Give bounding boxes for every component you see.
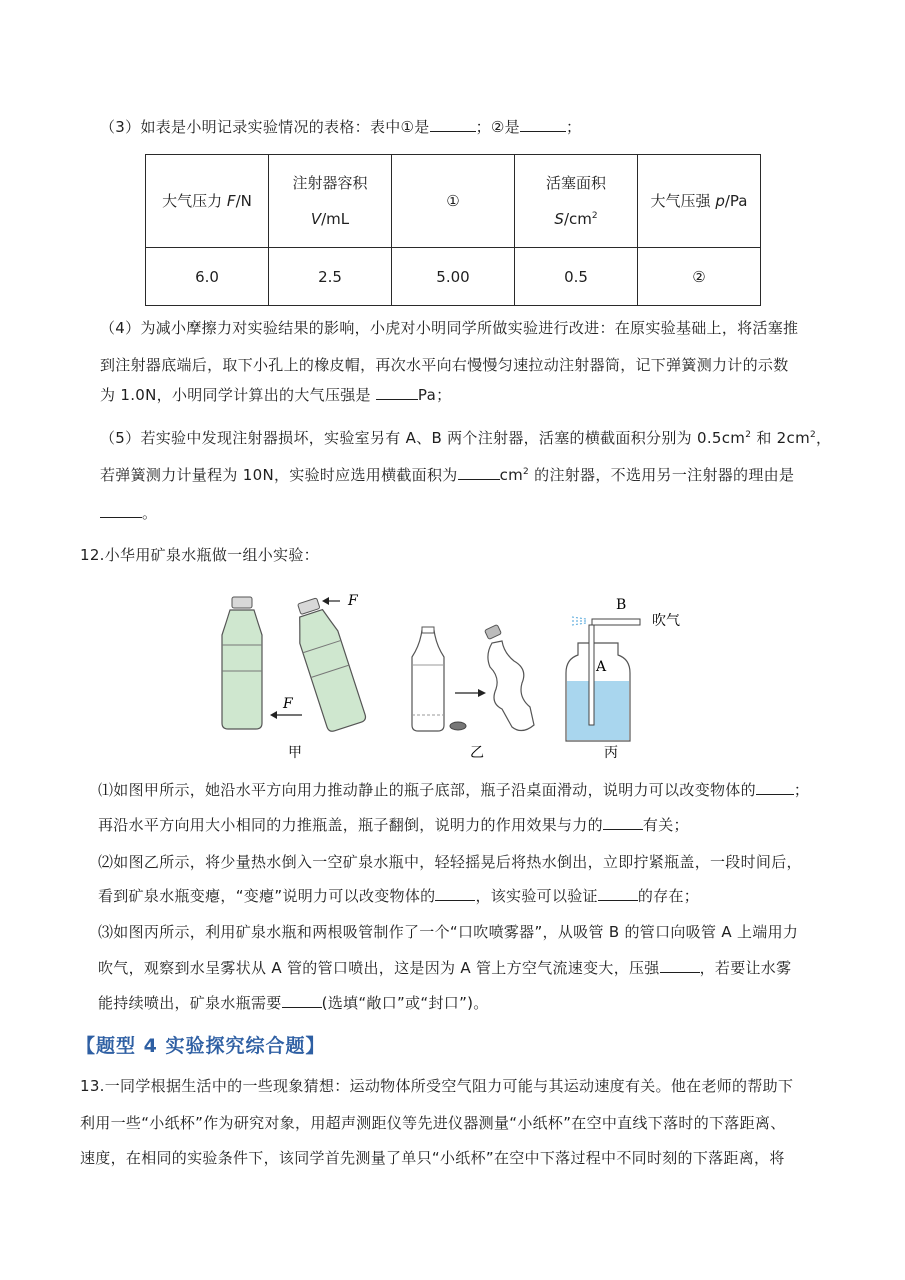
answer-blank-11[interactable] bbox=[282, 993, 322, 1008]
table-header-cell: ① bbox=[392, 155, 515, 248]
answer-blank-7[interactable] bbox=[603, 815, 643, 830]
table-cell: 5.00 bbox=[392, 248, 515, 306]
answer-blank-9[interactable] bbox=[598, 886, 638, 901]
arrowhead-icon bbox=[270, 711, 277, 719]
q12-p3-line2: 吹气，观察到水呈雾状从 A 管的管口喷出，这是因为 A 管上方空气流速变大，压强 ，若要让水雾 bbox=[98, 959, 792, 977]
force-label-bottom: F bbox=[283, 696, 293, 712]
q12-intro: 12.小华用矿泉水瓶做一组小实验： bbox=[80, 546, 319, 564]
q12-p3-line3: 能持续喷出，矿泉水瓶需要 (选填“敞口”或“封口”)。 bbox=[98, 994, 489, 1012]
table-header-cell: 大气压力 F/N bbox=[146, 155, 269, 248]
table-header-row bbox=[146, 155, 761, 248]
arrowhead-icon bbox=[322, 597, 329, 605]
bottle-empty-illustration bbox=[412, 627, 444, 731]
q12-p1-line1: ⑴如图甲所示，她沿水平方向用力推动静止的瓶子底部，瓶子沿桌面滑动，说明力可以改变物体的 ； bbox=[98, 781, 810, 799]
tube-a-label: A bbox=[596, 659, 607, 675]
q11-part4-line1: （4）为减小摩擦力对实验结果的影响，小虎对小明同学所做实验进行改进：在原实验基础上，将活塞推 bbox=[100, 319, 799, 337]
table-cell: 0.5 bbox=[515, 248, 638, 306]
bottle-upright-illustration bbox=[222, 597, 262, 729]
answer-blank-3[interactable] bbox=[376, 385, 418, 400]
bottle-crushed-illustration bbox=[485, 625, 534, 731]
q12-p1-line2: 再沿水平方向用大小相同的力推瓶盖，瓶子翻倒，说明力的作用效果与力的 有关； bbox=[98, 816, 689, 834]
table-header-cell: 活塞面积 $S/cm^2$ bbox=[515, 155, 638, 248]
q11-part5-line1: （5）若实验中发现注射器损坏，实验室另有 A、B 两个注射器，活塞的横截面积分别为 $0.5cm^2$ 和 $2cm^2$， bbox=[100, 429, 832, 447]
answer-blank-4[interactable] bbox=[458, 465, 500, 480]
table-row bbox=[146, 248, 761, 306]
table-cell: 2.5 bbox=[269, 248, 392, 306]
bottle-cap bbox=[450, 722, 466, 730]
q13-line1: 13.一同学根据生活中的一些现象猜想：运动物体所受空气阻力可能与其运动速度有关。他在老师的帮助下 bbox=[80, 1077, 794, 1095]
arrowhead-icon bbox=[478, 689, 486, 697]
section-heading: 【题型 4 实验探究综合题】 bbox=[76, 1035, 326, 1057]
answer-blank-8[interactable] bbox=[435, 886, 475, 901]
q13-line3: 速度，在相同的实验条件下，该同学首先测量了单只“小纸杯”在空中下落过程中不同时刻的下落距离，将 bbox=[80, 1149, 785, 1167]
answer-blank-5[interactable] bbox=[100, 503, 142, 518]
figure-label-bing: 丙 bbox=[604, 745, 618, 761]
q12-p2-line2: 看到矿泉水瓶变瘪，“变瘪”说明力可以改变物体的 ，该实验可以验证 的存在； bbox=[98, 887, 700, 905]
sprayer-illustration bbox=[566, 617, 640, 741]
table-cell: 6.0 bbox=[146, 248, 269, 306]
q11-part4-line3: 为 1.0N，小明同学计算出的大气压强是 Pa； bbox=[100, 386, 452, 404]
answer-blank-2[interactable] bbox=[520, 117, 566, 132]
table-header-cell: 注射器容积 V/mL bbox=[269, 155, 392, 248]
q12-p2-line1: ⑵如图乙所示，将少量热水倒入一空矿泉水瓶中，轻轻摇晃后将热水倒出，立即拧紧瓶盖，一段时间后， bbox=[98, 853, 802, 871]
q12-figure bbox=[200, 585, 720, 765]
q13-line2: 利用一些“小纸杯”作为研究对象，用超声测距仪等先进仪器测量“小纸杯”在空中直线下落时的下落距离、 bbox=[80, 1114, 786, 1132]
q11-part5-line2: 若弹簧测力计量程为 10N，实验时应选用横截面积为 $cm^2$ 的注射器，不选用另一注射器的理由是 bbox=[100, 466, 795, 484]
tube-b-label: B bbox=[616, 597, 627, 613]
figure-label-jia: 甲 bbox=[288, 745, 302, 761]
q11-part3-line: （3）如表是小明记录实验情况的表格：表中①是 ；②是 ； bbox=[100, 118, 582, 136]
table-cell: ② bbox=[638, 248, 761, 306]
force-label-top: F bbox=[348, 593, 358, 609]
table-header-cell: 大气压强 p/Pa bbox=[638, 155, 761, 248]
q11-part5-line3: 。 bbox=[100, 503, 157, 523]
answer-blank-6[interactable] bbox=[756, 780, 794, 795]
answer-blank-1[interactable] bbox=[430, 117, 476, 132]
bottle-tilted-illustration bbox=[288, 595, 367, 733]
q11-part4-line2: 到注射器底端后，取下小孔上的橡皮帽，再次水平向右慢慢匀速拉动注射器筒，记下弹簧测力计的示数 bbox=[100, 356, 789, 374]
blow-label: 吹气 bbox=[652, 613, 680, 629]
q12-p3-line1: ⑶如图丙所示，利用矿泉水瓶和两根吸管制作了一个“口吹喷雾器”，从吸管 B 的管口向吸管 A 上端用力 bbox=[98, 923, 799, 941]
experiment-table bbox=[145, 154, 761, 306]
answer-blank-10[interactable] bbox=[660, 958, 700, 973]
figure-label-yi: 乙 bbox=[470, 745, 484, 761]
